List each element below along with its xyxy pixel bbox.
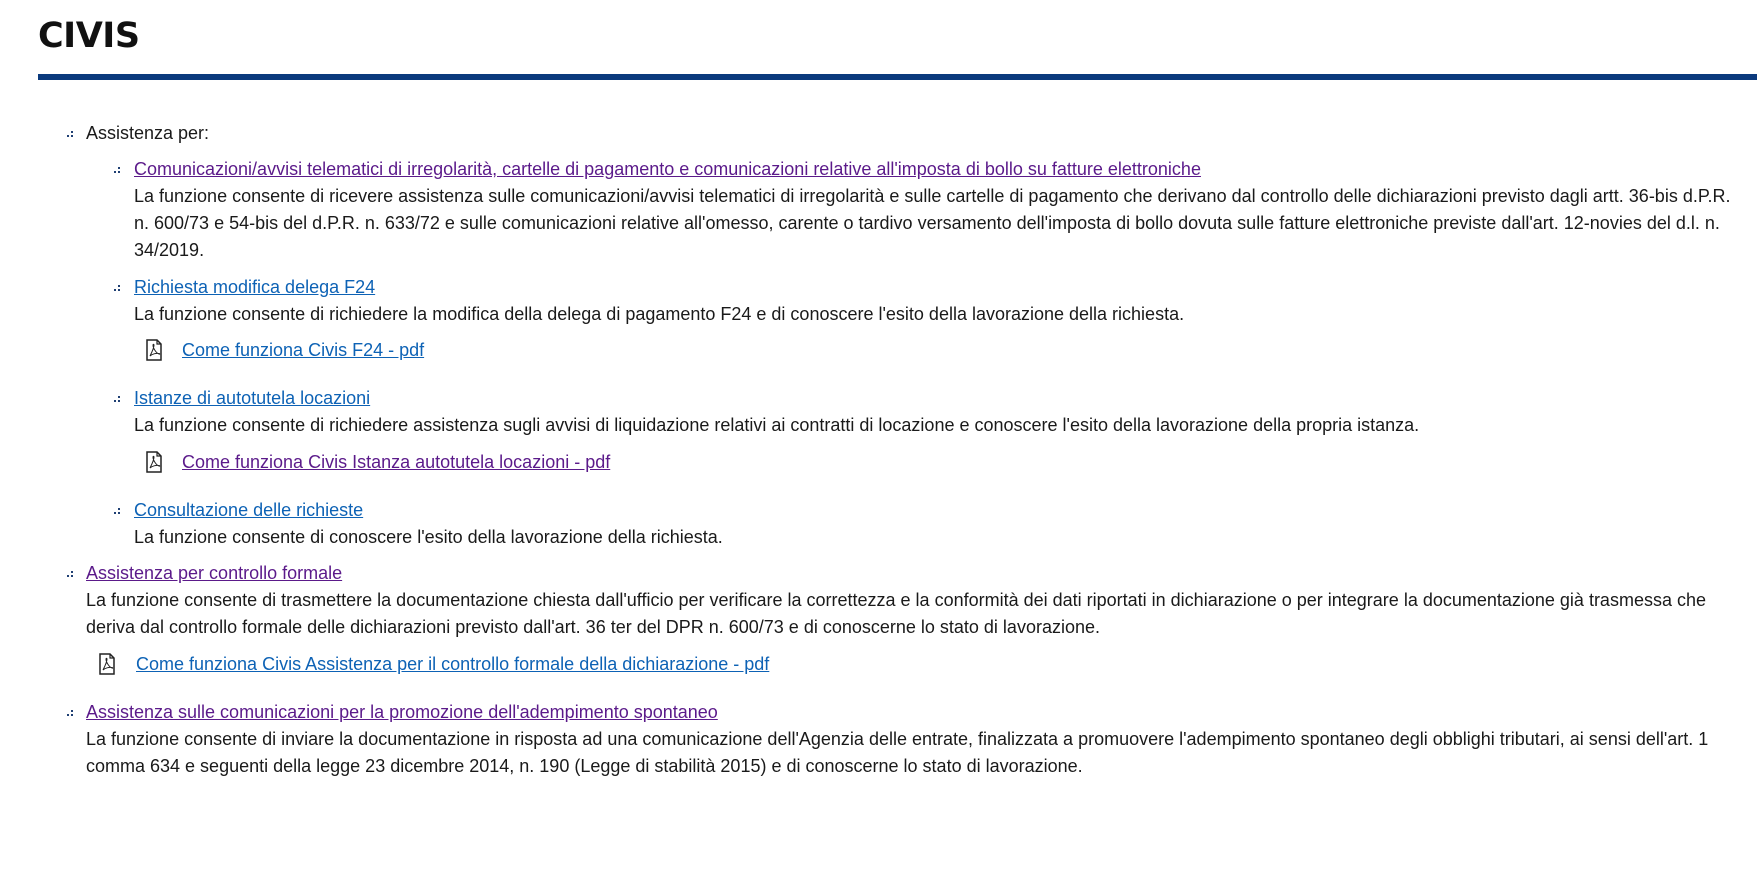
list-item-comunicazioni [0,156,1757,264]
pdf-row-controllo-formale [0,651,1757,678]
pdf-file-icon [145,451,163,473]
autotutela-link[interactable]: Istanze di autotutela locazioni [134,388,371,408]
autotutela-description: La funzione consente di richiedere assistenza sugli avvisi di liquidazione relativi ai contratti di locazione e conoscere l'esito della lavorazione della propria istanza. [134,415,1420,435]
list-item-adempimento-spontaneo [0,699,1757,780]
pdf-file-icon [98,653,116,675]
assistenza-label: Assistenza per: [86,123,210,143]
controllo-formale-description: La funzione consente di trasmettere la documentazione chiesta dall'ufficio per verificare la correttezza e la conformità dei dati riportati in dichiarazione o per integrare la documentazione già trasmessa che deriva dal controllo formale delle dichiarazioni previsto dall'art. 36 ter del DPR n. 600/73 e di conoscerne lo stato di lavorazione. [86,590,1706,637]
controllo-formale-link[interactable]: Assistenza per controllo formale [86,563,343,583]
services-list [0,120,1757,780]
pdf-file-icon [145,339,163,361]
dotted-bullet-icon [114,285,122,293]
delega-f24-link[interactable]: Richiesta modifica delega F24 [134,277,376,297]
list-item-consultazione [0,497,1757,551]
adempimento-spontaneo-link[interactable]: Assistenza sulle comunicazioni per la promozione dell'adempimento spontaneo [86,702,718,722]
dotted-bullet-icon [114,167,122,175]
consultazione-description: La funzione consente di conoscere l'esito della lavorazione della richiesta. [134,527,723,547]
list-item-autotutela [0,385,1757,439]
dotted-bullet-icon [114,508,122,516]
title-divider [38,74,1757,80]
pdf-row-autotutela [0,449,1757,476]
comunicazioni-link[interactable]: Comunicazioni/avvisi telematici di irregolarità, cartelle di pagamento e comunicazioni relative all'imposta di bollo su fatture elettroniche [134,159,1201,179]
pdf-link-f24[interactable]: Come funziona Civis F24 - pdf [182,340,425,360]
pdf-link-autotutela[interactable]: Come funziona Civis Istanza autotutela locazioni - pdf [182,452,611,472]
dotted-bullet-icon [67,131,75,139]
page-title: CIVIS [38,16,140,56]
list-item-delega-f24 [0,274,1757,328]
dotted-bullet-icon [67,710,75,718]
pdf-link-controllo-formale[interactable]: Come funziona Civis Assistenza per il controllo formale della dichiarazione - pdf [136,654,770,674]
list-item-assistenza [0,120,1757,147]
list-item-controllo-formale [0,560,1757,641]
delega-f24-description: La funzione consente di richiedere la modifica della delega di pagamento F24 e di conoscere l'esito della lavorazione della richiesta. [134,304,1185,324]
consultazione-link[interactable]: Consultazione delle richieste [134,500,364,520]
dotted-bullet-icon [67,571,75,579]
pdf-row-f24 [0,337,1757,364]
comunicazioni-description: La funzione consente di ricevere assistenza sulle comunicazioni/avvisi telematici di irregolarità e sulle cartelle di pagamento che derivano dal controllo delle dichiarazioni previsto dagli artt. 36-bis d.P.R. n. 600/73 e 54-bis del d.P.R. n. 633/72 e sulle comunicazioni relative all'omesso, carente o tardivo versamento dell'imposta di bollo dovuta sulle fatture elettroniche previste dall'art. 12-novies del d.l. n. 34/2019. [134,186,1731,260]
adempimento-spontaneo-description: La funzione consente di inviare la documentazione in risposta ad una comunicazione dell'Agenzia delle entrate, finalizzata a promuovere l'adempimento spontaneo degli obblighi tributari, ai sensi dell'art. 1 comma 634 e seguenti della legge 23 dicembre 2014, n. 190 (Legge di stabilità 2015) e di conoscerne lo stato di lavorazione. [86,729,1709,776]
dotted-bullet-icon [114,396,122,404]
